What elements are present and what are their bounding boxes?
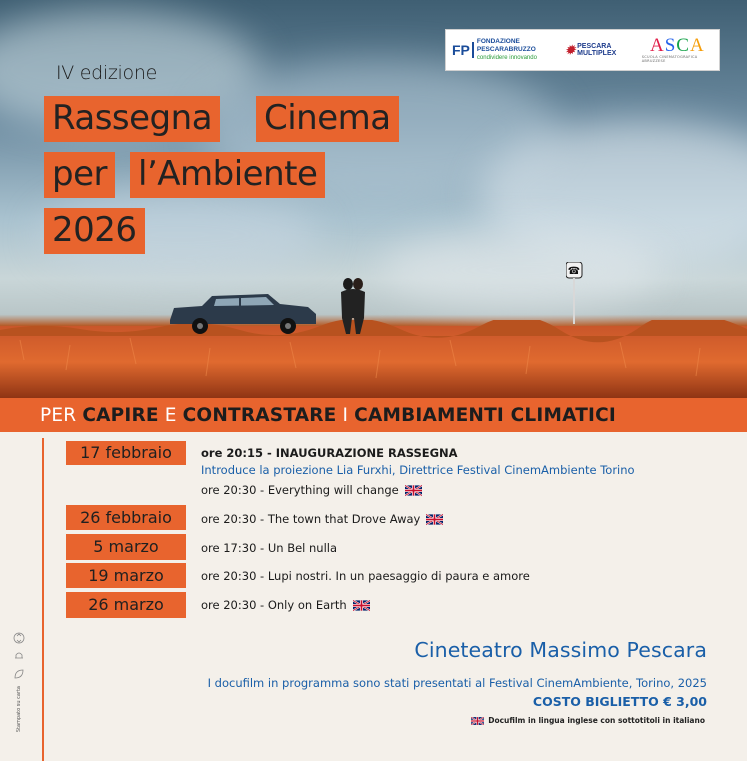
uk-flag-icon — [353, 600, 370, 611]
asca-letters — [650, 37, 705, 55]
band-word-capire: CAPIRE — [82, 404, 159, 426]
band-word-per: PER — [40, 404, 77, 426]
band-word-e: E — [164, 404, 177, 426]
asca-letter: C — [676, 35, 690, 56]
ticket-price: COSTO BIGLIETTO € 3,00 — [532, 694, 707, 709]
car-illustration — [168, 290, 318, 336]
asca-letter: A — [649, 35, 665, 56]
subtitle-band — [0, 398, 747, 432]
uk-flag-icon — [405, 485, 422, 496]
edition-label: IV edizione — [56, 62, 157, 84]
svg-text:☎: ☎ — [567, 266, 581, 277]
sponsor-logos — [445, 29, 720, 71]
couple-figures — [336, 276, 370, 336]
date-box-19-marzo: 19 marzo — [66, 563, 186, 588]
date-box-17-febbraio: 17 febbraio — [66, 441, 186, 465]
event-only-on-earth: ore 20:30 - Only on Earth — [201, 598, 370, 612]
band-word-contrastare: CONTRASTARE — [182, 404, 337, 426]
venue-name: Cineteatro Massimo Pescara — [414, 638, 707, 662]
event-town-that-drove-away: ore 20:30 - The town that Drove Away — [201, 512, 443, 526]
eco-marks — [10, 632, 28, 747]
uk-flag-icon — [471, 717, 484, 725]
pescara-multiplex-logo: ✹ PESCARA MULTIPLEX — [565, 43, 617, 57]
recycle-icon — [13, 632, 25, 644]
grass-field — [0, 320, 747, 398]
event-everything-will-change: ore 20:30 - Everything will change — [201, 483, 422, 497]
event-un-bel-nulla: ore 17:30 - Un Bel nulla — [201, 541, 338, 555]
date-box-26-febbraio: 26 febbraio — [66, 505, 186, 530]
title-year: 2026 — [44, 208, 145, 254]
event-lupi-nostri: ore 20:30 - Lupi nostri. In un paesaggio di paura e amore — [201, 569, 530, 583]
band-word-i: I — [342, 404, 349, 426]
asca-letter: S — [664, 35, 677, 56]
event-inaugurazione: ore 20:15 - INAUGURAZIONE RASSEGNA — [201, 446, 458, 460]
title-word-rassegna: Rassegna — [44, 96, 220, 142]
date-box-5-marzo: 5 marzo — [66, 534, 186, 560]
language-legend: Docufilm in lingua inglese con sottotitoli in italiano — [471, 716, 705, 725]
film-reel-icon: ✹ — [565, 43, 576, 57]
asca-letter: A — [689, 35, 705, 56]
date-box-26-marzo: 26 marzo — [66, 592, 186, 618]
road-sign — [566, 262, 584, 324]
uk-flag-icon — [426, 514, 443, 525]
title-word-cinema: Cinema — [256, 96, 399, 142]
leaf-icon — [13, 668, 25, 680]
fondazione-pescarabruzzo-logo: FP FONDAZIONE PESCARABRUZZO condividere innovando — [452, 38, 537, 61]
docufilm-note: I docufilm in programma sono stati presentati al Festival CinemAmbiente, Torino, 2025 — [207, 676, 707, 690]
event-introduction: Introduce la proiezione Lia Furxhi, Direttrice Festival CinemAmbiente Torino — [201, 463, 635, 477]
asca-logo: ASCA SCUOLA CINEMATOGRAFICA ABRUZZESE — [641, 35, 705, 63]
bell-icon — [13, 650, 25, 662]
band-word-cambiamenti: CAMBIAMENTI CLIMATICI — [354, 404, 616, 426]
title-word-ambiente: l’Ambiente — [130, 152, 325, 198]
title-word-per: per — [44, 152, 115, 198]
left-rule — [42, 438, 44, 761]
printed-on-label: Stampato su carta — [16, 686, 22, 733]
